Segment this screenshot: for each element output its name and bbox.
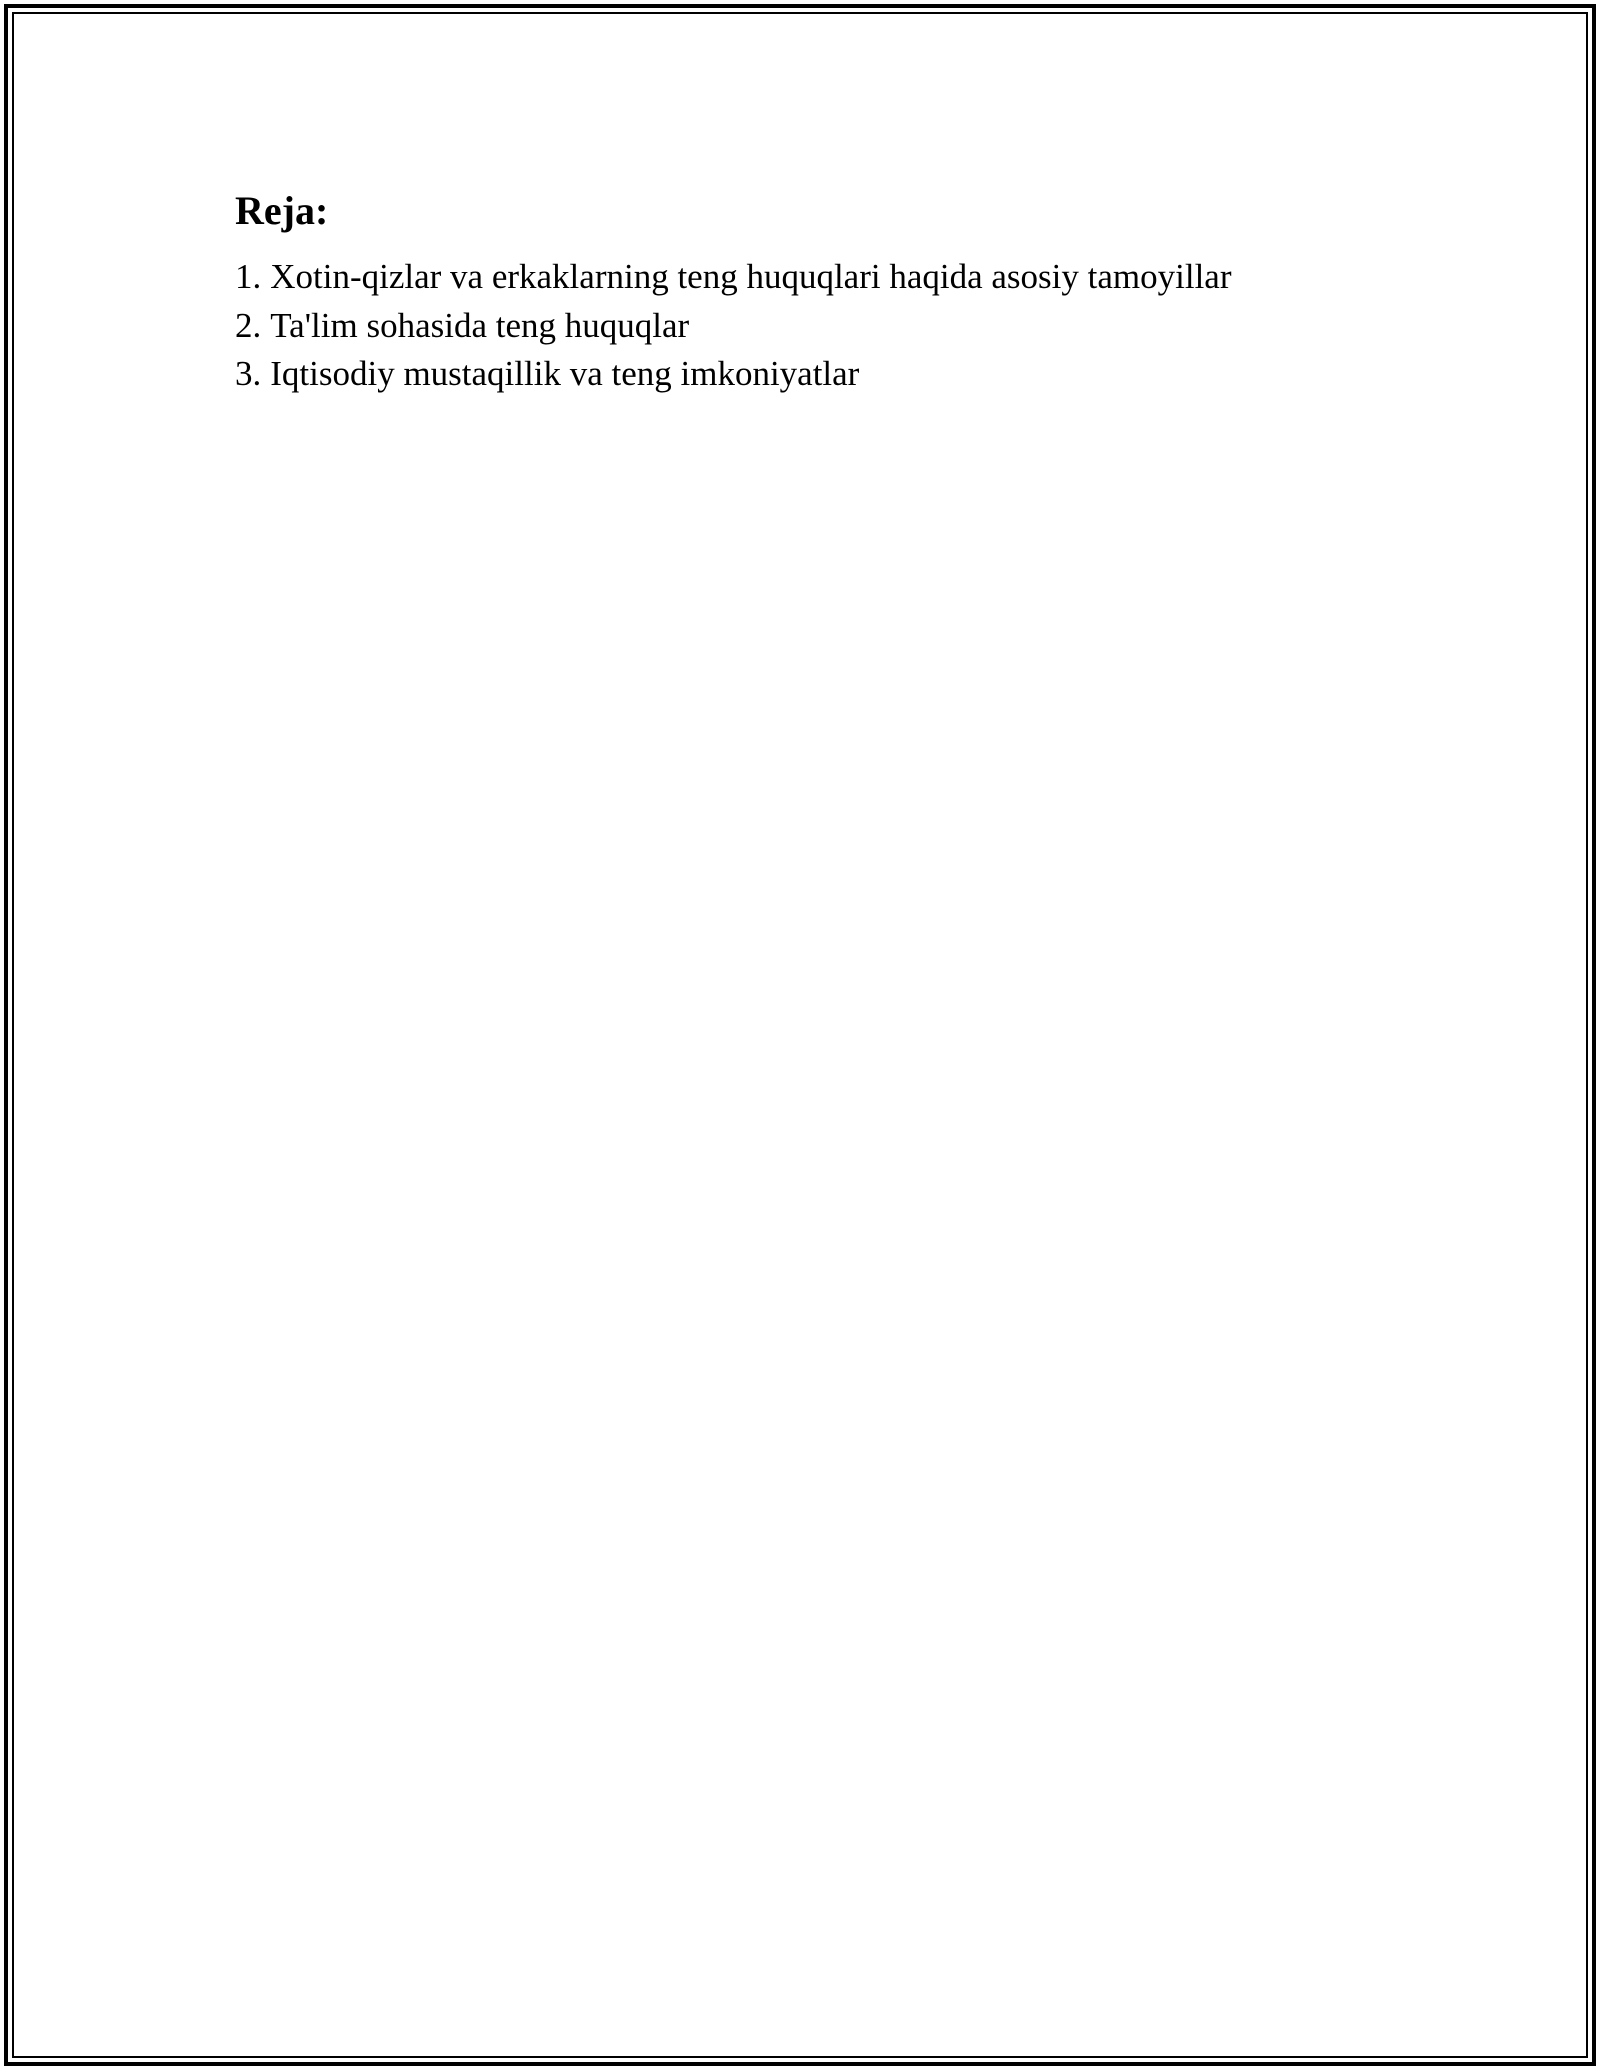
plan-list xyxy=(235,253,1435,399)
plan-item-text: Iqtisodiy mustaqillik va teng imkoniyatlar xyxy=(270,354,860,393)
plan-item-number: 1. xyxy=(235,257,262,296)
plan-item xyxy=(235,253,1435,302)
plan-item-number: 2. xyxy=(235,305,262,345)
plan-heading: Reja: xyxy=(235,188,329,233)
plan-item xyxy=(235,350,1435,399)
plan-item-text: Ta'lim sohasida teng huquqlar xyxy=(270,305,690,345)
plan-item xyxy=(235,302,1435,351)
page-content xyxy=(235,185,1435,399)
plan-item-number: 3. xyxy=(235,354,262,393)
plan-item-text: Xotin-qizlar va erkaklarning teng huquqlari haqida asosiy tamoyillar xyxy=(270,257,1232,296)
